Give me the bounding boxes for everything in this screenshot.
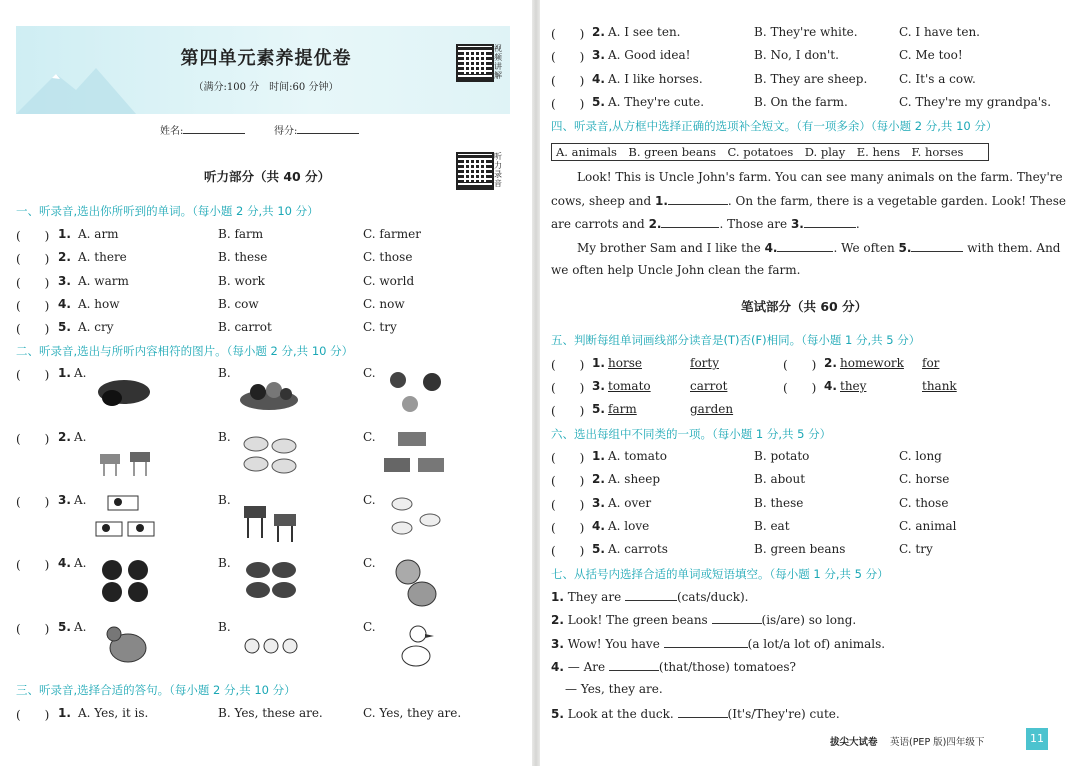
question-number: 3. xyxy=(58,273,71,288)
option-c: C. It's a cow. xyxy=(899,71,976,86)
blank-5[interactable] xyxy=(911,240,963,252)
option-b: B. eat xyxy=(754,518,790,533)
hen-picture xyxy=(104,620,150,668)
option-c: C. farmer xyxy=(363,227,421,241)
sentence-start: — Are xyxy=(567,659,609,674)
answer-blank[interactable]: ( ) xyxy=(16,558,50,572)
qr-code-icon[interactable] xyxy=(456,152,494,190)
sentence-start: Look! The green beans xyxy=(567,613,712,628)
onions-picture xyxy=(388,556,444,608)
question-number: 1. xyxy=(58,227,71,241)
fill-in-row xyxy=(551,636,885,651)
option-c: C. those xyxy=(363,250,413,265)
option-b: B. xyxy=(218,366,231,380)
listening-heading: 听力部分（共 40 分） xyxy=(204,169,331,184)
option-b: B. They're white. xyxy=(754,25,858,39)
goats-picture xyxy=(96,438,156,478)
sentence-start: They are xyxy=(567,590,625,604)
passage-line-1: Look! This is Uncle John's farm. You can see many animals on the farm. They're xyxy=(577,170,1063,184)
answer-blank[interactable]: ( ) xyxy=(16,708,50,722)
word-2: thank xyxy=(922,379,957,393)
answer-blank[interactable]: ( ) xyxy=(16,252,50,267)
question-number: 5. xyxy=(592,402,605,416)
answer-blank[interactable]: ( ) xyxy=(551,474,585,489)
question-number: 5. xyxy=(551,706,564,721)
option-b: B. these xyxy=(218,250,268,265)
question-number: 4. xyxy=(824,379,837,393)
passage-line-3: are carrots and 2. . Those are 3. . xyxy=(551,217,860,231)
sheep-group-picture xyxy=(386,492,448,540)
sentence-end: (a lot/a lot of) animals. xyxy=(747,636,886,651)
section-5-title: 五、判断每组单词画线部分读音是(T)否(F)相同。（每小题 1 分,共 5 分） xyxy=(551,333,921,347)
fill-in-row xyxy=(551,706,840,721)
question-number: 3. xyxy=(592,495,605,510)
answer-blank[interactable]: ( ) xyxy=(551,96,585,111)
question-number: 1. xyxy=(58,706,71,720)
option-c: C. I have ten. xyxy=(899,25,980,39)
option-b: B. potato xyxy=(754,449,810,463)
section-7-title: 七、从括号内选择合适的单词或短语填空。（每小题 1 分,共 5 分） xyxy=(551,567,889,581)
option-c: C. try xyxy=(899,542,933,557)
option-c: C. They're my grandpa's. xyxy=(899,94,1052,109)
answer-blank[interactable]: ( ) xyxy=(783,381,817,395)
option-c: C. animal xyxy=(899,518,957,533)
word-2: for xyxy=(922,356,940,370)
word-1: horse xyxy=(608,356,642,370)
option-a: A. love xyxy=(608,518,650,533)
name-field[interactable]: 姓名: xyxy=(160,122,245,137)
sentence-start: — Yes, they are. xyxy=(565,682,663,697)
answer-blank[interactable]: ( ) xyxy=(16,229,50,243)
word-bank-box: A. animals B. green beans C. potatoes D. play E. hens F. horses xyxy=(551,143,989,161)
option-a: A. there xyxy=(78,250,127,265)
word-1: homework xyxy=(840,356,904,370)
answer-blank[interactable]: ( ) xyxy=(16,495,50,509)
answer-blank[interactable] xyxy=(712,612,762,624)
fill-in-row xyxy=(551,659,796,674)
word-1: tomato xyxy=(608,379,651,393)
option-b: B. xyxy=(218,556,231,570)
answer-blank[interactable]: ( ) xyxy=(551,50,585,65)
option-a: A. They're cute. xyxy=(608,94,705,109)
option-c: C. world xyxy=(363,273,415,288)
answer-blank[interactable]: ( ) xyxy=(16,275,50,290)
question-number: 5. xyxy=(58,320,71,335)
answer-blank[interactable]: ( ) xyxy=(16,432,50,446)
question-number: 1. xyxy=(551,590,564,604)
exam-subtitle: （满分:100 分 时间:60 分钟） xyxy=(193,82,339,93)
blank-4[interactable] xyxy=(777,240,833,252)
answer-blank[interactable] xyxy=(678,706,728,718)
duck-picture xyxy=(396,622,436,670)
answer-blank[interactable]: ( ) xyxy=(783,358,817,372)
question-number: 2. xyxy=(58,430,71,444)
blank-3[interactable] xyxy=(804,216,856,228)
potatoes-picture xyxy=(244,558,298,602)
option-b: B. They are sheep. xyxy=(754,71,868,86)
option-b: B. xyxy=(218,493,231,507)
question-number: 3. xyxy=(551,636,564,651)
option-b: B. about xyxy=(754,472,806,487)
word-2: forty xyxy=(690,356,720,370)
option-c: C. xyxy=(363,430,376,444)
option-c: C. try xyxy=(363,320,397,335)
sentence-start: Wow! You have xyxy=(567,636,664,651)
blank-1[interactable] xyxy=(668,193,728,205)
word-1: they xyxy=(840,379,867,393)
answer-blank[interactable]: ( ) xyxy=(551,451,585,465)
answer-blank[interactable]: ( ) xyxy=(551,520,585,535)
option-a: A. arm xyxy=(78,227,119,241)
sentence-end: (cats/duck). xyxy=(676,590,749,604)
question-number: 2. xyxy=(592,25,605,39)
qr-code-icon[interactable] xyxy=(456,44,494,82)
horses-picture xyxy=(240,494,302,544)
footer-subject: 英语(PEP 版)四年级下 xyxy=(890,737,985,748)
written-heading: 笔试部分（共 60 分） xyxy=(741,299,868,314)
seafood-picture xyxy=(94,370,156,410)
option-c: C. xyxy=(363,493,376,507)
answer-blank[interactable]: ( ) xyxy=(551,381,585,395)
cows-picture xyxy=(382,430,448,478)
option-c: C. Yes, they are. xyxy=(363,706,462,720)
word-2: carrot xyxy=(690,379,728,393)
sheep-picture xyxy=(240,432,300,476)
option-c: C. horse xyxy=(899,472,950,487)
question-number: 4. xyxy=(58,296,71,311)
fill-in-row xyxy=(551,612,856,627)
question-number: 3. xyxy=(58,493,71,507)
question-number: 4. xyxy=(58,556,71,570)
option-c: C. xyxy=(363,620,376,634)
option-c: C. xyxy=(363,366,376,380)
vegetable-basket-picture xyxy=(238,374,300,412)
question-number: 1. xyxy=(592,356,605,370)
answer-blank[interactable]: ( ) xyxy=(551,497,585,512)
option-a: A. xyxy=(74,366,87,380)
sentence-start: Look at the duck. xyxy=(567,706,678,721)
question-number: 2. xyxy=(592,472,605,487)
score-field[interactable]: 得分: xyxy=(274,122,359,137)
qr-label-video: 视频讲解 xyxy=(494,44,502,80)
option-a: A. tomato xyxy=(608,449,667,463)
option-b: B. No, I don't. xyxy=(754,48,839,63)
book-spine xyxy=(532,0,540,766)
pets-picture xyxy=(384,368,448,416)
option-c: C. Me too! xyxy=(899,48,963,63)
sentence-end: (that/those) tomatoes? xyxy=(658,659,796,674)
answer-blank[interactable]: ( ) xyxy=(16,622,50,636)
option-c: C. those xyxy=(899,495,949,510)
question-number: 1. xyxy=(592,449,605,463)
blank-2[interactable] xyxy=(661,216,719,228)
option-a: A. cry xyxy=(78,320,114,335)
question-number: 4. xyxy=(551,659,564,674)
option-a: A. I like horses. xyxy=(608,71,703,86)
question-number: 2. xyxy=(551,613,564,628)
question-number: 5. xyxy=(592,542,605,557)
answer-blank[interactable]: ( ) xyxy=(551,404,585,418)
section-2-title: 二、听录音,选出与所听内容相符的图片。（每小题 2 分,共 10 分） xyxy=(16,344,354,358)
option-c: C. long xyxy=(899,449,942,463)
section-1-title: 一、听录音,选出你所听到的单词。（每小题 2 分,共 10 分） xyxy=(16,204,319,218)
answer-blank[interactable] xyxy=(609,659,659,671)
option-a: A. Good idea! xyxy=(608,48,691,63)
option-b: B. carrot xyxy=(218,320,272,335)
option-b: B. these xyxy=(754,495,804,510)
passage-line-2: cows, sheep and 1. . On the farm, there is a vegetable garden. Look! These xyxy=(551,194,1066,208)
answer-blank[interactable]: ( ) xyxy=(16,322,50,337)
footer-brand: 拔尖大试卷 xyxy=(830,737,878,748)
option-b: B. cow xyxy=(218,296,259,311)
page-number: 11 xyxy=(1026,728,1048,750)
answer-blank[interactable]: ( ) xyxy=(551,73,585,88)
option-a: A. xyxy=(74,493,87,507)
option-b: B. xyxy=(218,430,231,444)
question-number: 2. xyxy=(824,356,837,370)
answer-blank[interactable]: ( ) xyxy=(551,358,585,372)
answer-blank[interactable]: ( ) xyxy=(551,27,585,41)
section-3-title: 三、听录音,选择合适的答句。（每小题 2 分,共 10 分） xyxy=(16,683,296,697)
qr-label-audio: 听力录音 xyxy=(494,152,502,188)
question-number: 5. xyxy=(592,94,605,109)
option-c: C. now xyxy=(363,296,405,311)
question-number: 3. xyxy=(592,379,605,393)
answer-blank[interactable] xyxy=(664,636,748,648)
question-number: 4. xyxy=(592,518,605,533)
sentence-end: (It's/They're) cute. xyxy=(727,706,840,721)
option-a: A. Yes, it is. xyxy=(78,706,149,720)
fill-in-row xyxy=(565,682,663,696)
answer-blank[interactable]: ( ) xyxy=(551,544,585,559)
word-1: farm xyxy=(608,402,637,416)
question-number: 2. xyxy=(58,250,71,265)
question-number: 5. xyxy=(58,620,71,634)
option-a: A. sheep xyxy=(608,472,661,487)
option-b: B. On the farm. xyxy=(754,94,848,109)
option-b: B. green beans xyxy=(754,542,846,557)
tomatoes-picture xyxy=(98,556,154,604)
passage-line-4: My brother Sam and I like the 4. . We often 5. with them. And xyxy=(577,241,1061,255)
section-4-title: 四、听录音,从方框中选择正确的选项补全短文。（有一项多余）（每小题 2 分,共 10 分） xyxy=(551,119,998,133)
spotted-cows-picture xyxy=(94,492,158,544)
question-number: 3. xyxy=(592,48,605,63)
answer-blank[interactable]: ( ) xyxy=(16,298,50,313)
left-page xyxy=(0,0,532,766)
option-b: B. work xyxy=(218,273,265,288)
option-c: C. xyxy=(363,556,376,570)
passage-line-5: we often help Uncle John clean the farm. xyxy=(551,263,801,277)
option-b: B. farm xyxy=(218,227,264,241)
option-b: B. xyxy=(218,620,231,634)
answer-blank[interactable]: ( ) xyxy=(16,368,50,382)
option-a: A. xyxy=(74,556,87,570)
exam-title: 第四单元素养提优卷 xyxy=(180,48,352,69)
answer-blank[interactable] xyxy=(625,589,677,601)
option-a: A. how xyxy=(78,296,120,311)
chicks-picture xyxy=(242,632,300,660)
option-b: B. Yes, these are. xyxy=(218,706,323,720)
question-number: 4. xyxy=(592,71,605,86)
sentence-end: (is/are) so long. xyxy=(761,613,857,628)
option-a: A. xyxy=(74,430,87,444)
option-a: A. I see ten. xyxy=(608,25,681,39)
word-2: garden xyxy=(690,402,734,416)
option-a: A. warm xyxy=(78,273,129,288)
question-number: 1. xyxy=(58,366,71,380)
section-6-title: 六、选出每组中不同类的一项。（每小题 1 分,共 5 分） xyxy=(551,427,832,441)
fill-in-row xyxy=(551,589,748,604)
option-a: A. xyxy=(74,620,87,634)
option-a: A. carrots xyxy=(608,542,668,557)
option-a: A. over xyxy=(608,495,652,510)
